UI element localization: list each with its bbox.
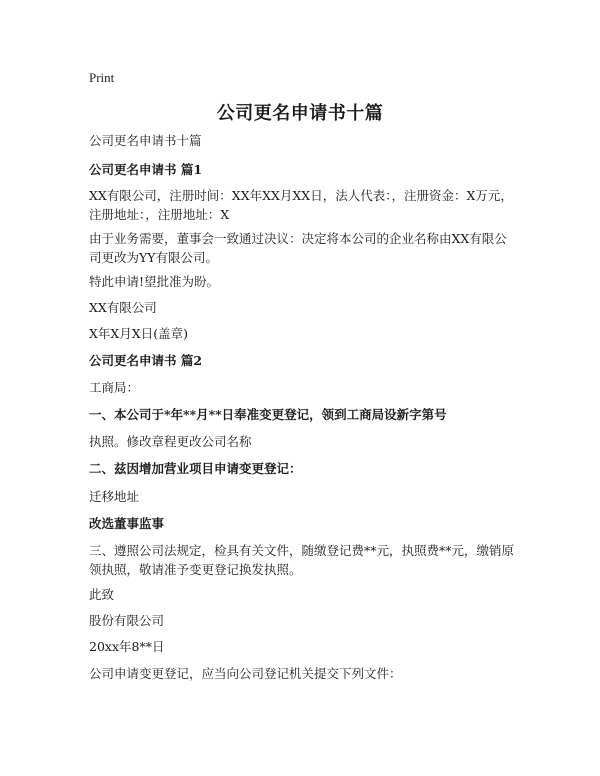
- item-one-heading: 一、本公司于*年**月**日奉准变更登记，领到工商局设新字第号: [89, 407, 447, 422]
- section-heading-1: 公司更名申请书 篇1: [89, 162, 203, 177]
- intro-line: 公司更名申请书十篇: [89, 133, 202, 148]
- salutation-line: 此致: [89, 587, 115, 602]
- date-line: 20xx年8**日: [89, 639, 165, 654]
- item-two-heading: 二、兹因增加营业项目申请变更登记：: [89, 461, 302, 476]
- relocation-line: 迁移地址: [89, 489, 140, 504]
- license-line: 执照。修改章程更改公司名称: [89, 434, 252, 449]
- date-seal-line: X年X月X日(盖章): [89, 326, 188, 341]
- company-line: 股份有限公司: [89, 613, 165, 628]
- print-label: Print: [89, 70, 115, 85]
- filing-requirements-line: 公司申请变更登记，应当向公司登记机关提交下列文件：: [89, 666, 402, 681]
- addressee-line: 工商局：: [89, 380, 140, 395]
- section-heading-2: 公司更名申请书 篇2: [89, 353, 203, 368]
- document-title: 公司更名申请书十篇: [216, 103, 384, 124]
- request-line: 特此申请!望批准为盼。: [89, 274, 220, 289]
- company-name-line: XX有限公司: [89, 300, 157, 315]
- company-registration-paragraph: XX有限公司，注册时间：XX年XX月XX日，法人代表：，注册资金：X万元，注册地址：，注册地址：X: [89, 188, 513, 222]
- item-three-paragraph: 三、遵照公司法规定，检具有关文件，随缴登记费**元，执照费**元，缴销原领执照，敬请准予变更登记换发执照。: [89, 543, 515, 577]
- board-election-line: 改选董事监事: [89, 516, 165, 531]
- resolution-paragraph: 由于业务需要，董事会一致通过决议：决定将本公司的企业名称由XX有限公司更改为YY有限公司。: [89, 231, 507, 265]
